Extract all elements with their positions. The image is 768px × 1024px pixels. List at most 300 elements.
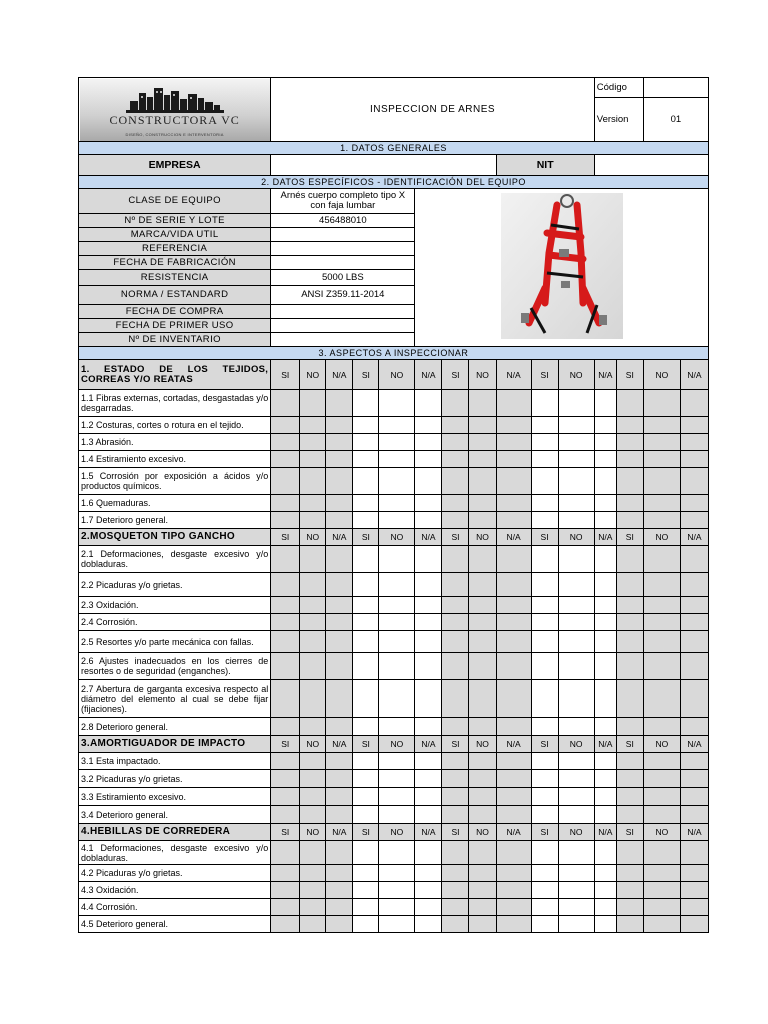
answer-cell[interactable] xyxy=(271,614,300,631)
answer-cell[interactable] xyxy=(616,468,643,495)
answer-cell[interactable] xyxy=(616,718,643,736)
answer-cell[interactable] xyxy=(469,597,496,614)
answer-cell[interactable] xyxy=(616,512,643,529)
answer-cell[interactable] xyxy=(594,916,616,933)
answer-cell[interactable] xyxy=(442,451,469,468)
answer-cell[interactable] xyxy=(643,417,680,434)
answer-cell[interactable] xyxy=(558,573,594,597)
answer-cell[interactable] xyxy=(558,680,594,718)
answer-cell[interactable] xyxy=(326,770,353,788)
answer-cell[interactable] xyxy=(616,631,643,653)
answer-cell[interactable] xyxy=(531,680,558,718)
answer-cell[interactable] xyxy=(496,718,531,736)
answer-cell[interactable] xyxy=(300,882,326,899)
answer-cell[interactable] xyxy=(271,865,300,882)
answer-cell[interactable] xyxy=(379,865,415,882)
answer-cell[interactable] xyxy=(594,417,616,434)
answer-cell[interactable] xyxy=(531,916,558,933)
answer-cell[interactable] xyxy=(442,753,469,770)
answer-cell[interactable] xyxy=(643,653,680,680)
answer-cell[interactable] xyxy=(531,899,558,916)
answer-cell[interactable] xyxy=(442,916,469,933)
answer-cell[interactable] xyxy=(469,841,496,865)
answer-cell[interactable] xyxy=(558,841,594,865)
answer-cell[interactable] xyxy=(415,806,442,824)
answer-cell[interactable] xyxy=(680,899,708,916)
answer-cell[interactable] xyxy=(496,546,531,573)
answer-cell[interactable] xyxy=(326,753,353,770)
answer-cell[interactable] xyxy=(379,916,415,933)
answer-cell[interactable] xyxy=(558,916,594,933)
answer-cell[interactable] xyxy=(442,573,469,597)
answer-cell[interactable] xyxy=(558,546,594,573)
answer-cell[interactable] xyxy=(379,841,415,865)
answer-cell[interactable] xyxy=(353,573,379,597)
answer-cell[interactable] xyxy=(300,753,326,770)
answer-cell[interactable] xyxy=(326,451,353,468)
answer-cell[interactable] xyxy=(415,390,442,417)
answer-cell[interactable] xyxy=(616,806,643,824)
answer-cell[interactable] xyxy=(326,468,353,495)
answer-cell[interactable] xyxy=(271,451,300,468)
answer-cell[interactable] xyxy=(558,512,594,529)
answer-cell[interactable] xyxy=(594,882,616,899)
answer-cell[interactable] xyxy=(353,417,379,434)
answer-cell[interactable] xyxy=(496,899,531,916)
answer-cell[interactable] xyxy=(379,512,415,529)
answer-cell[interactable] xyxy=(594,597,616,614)
answer-cell[interactable] xyxy=(442,788,469,806)
answer-cell[interactable] xyxy=(300,390,326,417)
answer-cell[interactable] xyxy=(326,417,353,434)
answer-cell[interactable] xyxy=(643,390,680,417)
answer-cell[interactable] xyxy=(300,788,326,806)
answer-cell[interactable] xyxy=(469,653,496,680)
answer-cell[interactable] xyxy=(415,753,442,770)
answer-cell[interactable] xyxy=(300,680,326,718)
answer-cell[interactable] xyxy=(415,718,442,736)
answer-cell[interactable] xyxy=(496,753,531,770)
answer-cell[interactable] xyxy=(531,865,558,882)
code-value[interactable] xyxy=(643,78,708,98)
answer-cell[interactable] xyxy=(353,631,379,653)
answer-cell[interactable] xyxy=(469,865,496,882)
answer-cell[interactable] xyxy=(442,434,469,451)
answer-cell[interactable] xyxy=(300,841,326,865)
answer-cell[interactable] xyxy=(300,597,326,614)
answer-cell[interactable] xyxy=(271,390,300,417)
answer-cell[interactable] xyxy=(558,390,594,417)
answer-cell[interactable] xyxy=(616,841,643,865)
answer-cell[interactable] xyxy=(415,512,442,529)
answer-cell[interactable] xyxy=(594,718,616,736)
answer-cell[interactable] xyxy=(531,495,558,512)
answer-cell[interactable] xyxy=(415,573,442,597)
answer-cell[interactable] xyxy=(594,899,616,916)
answer-cell[interactable] xyxy=(300,806,326,824)
answer-cell[interactable] xyxy=(643,573,680,597)
answer-cell[interactable] xyxy=(680,546,708,573)
answer-cell[interactable] xyxy=(379,631,415,653)
answer-cell[interactable] xyxy=(496,417,531,434)
answer-cell[interactable] xyxy=(326,434,353,451)
answer-cell[interactable] xyxy=(531,546,558,573)
answer-cell[interactable] xyxy=(442,865,469,882)
answer-cell[interactable] xyxy=(594,865,616,882)
answer-cell[interactable] xyxy=(271,468,300,495)
answer-cell[interactable] xyxy=(469,434,496,451)
answer-cell[interactable] xyxy=(300,434,326,451)
answer-cell[interactable] xyxy=(558,597,594,614)
spec-value[interactable]: ANSI Z359.11-2014 xyxy=(271,286,415,305)
spec-value[interactable] xyxy=(271,319,415,333)
answer-cell[interactable] xyxy=(594,573,616,597)
answer-cell[interactable] xyxy=(496,512,531,529)
answer-cell[interactable] xyxy=(415,495,442,512)
answer-cell[interactable] xyxy=(326,495,353,512)
answer-cell[interactable] xyxy=(271,653,300,680)
answer-cell[interactable] xyxy=(680,631,708,653)
spec-value[interactable]: Arnés cuerpo completo tipo X con faja lumbar xyxy=(271,189,415,214)
answer-cell[interactable] xyxy=(300,899,326,916)
answer-cell[interactable] xyxy=(379,434,415,451)
answer-cell[interactable] xyxy=(558,451,594,468)
answer-cell[interactable] xyxy=(496,770,531,788)
answer-cell[interactable] xyxy=(558,718,594,736)
answer-cell[interactable] xyxy=(594,788,616,806)
answer-cell[interactable] xyxy=(469,882,496,899)
answer-cell[interactable] xyxy=(271,916,300,933)
answer-cell[interactable] xyxy=(379,546,415,573)
answer-cell[interactable] xyxy=(300,451,326,468)
answer-cell[interactable] xyxy=(353,899,379,916)
answer-cell[interactable] xyxy=(496,451,531,468)
answer-cell[interactable] xyxy=(531,770,558,788)
answer-cell[interactable] xyxy=(558,882,594,899)
answer-cell[interactable] xyxy=(643,718,680,736)
answer-cell[interactable] xyxy=(616,390,643,417)
answer-cell[interactable] xyxy=(415,451,442,468)
answer-cell[interactable] xyxy=(271,882,300,899)
answer-cell[interactable] xyxy=(271,788,300,806)
answer-cell[interactable] xyxy=(353,468,379,495)
answer-cell[interactable] xyxy=(558,806,594,824)
answer-cell[interactable] xyxy=(680,614,708,631)
answer-cell[interactable] xyxy=(680,417,708,434)
answer-cell[interactable] xyxy=(415,614,442,631)
answer-cell[interactable] xyxy=(271,718,300,736)
answer-cell[interactable] xyxy=(616,865,643,882)
spec-value[interactable]: 456488010 xyxy=(271,214,415,228)
answer-cell[interactable] xyxy=(496,390,531,417)
answer-cell[interactable] xyxy=(643,495,680,512)
answer-cell[interactable] xyxy=(353,865,379,882)
answer-cell[interactable] xyxy=(680,680,708,718)
answer-cell[interactable] xyxy=(496,495,531,512)
answer-cell[interactable] xyxy=(415,653,442,680)
answer-cell[interactable] xyxy=(271,770,300,788)
answer-cell[interactable] xyxy=(531,614,558,631)
answer-cell[interactable] xyxy=(415,434,442,451)
answer-cell[interactable] xyxy=(643,882,680,899)
answer-cell[interactable] xyxy=(442,390,469,417)
answer-cell[interactable] xyxy=(326,512,353,529)
answer-cell[interactable] xyxy=(558,770,594,788)
answer-cell[interactable] xyxy=(415,899,442,916)
answer-cell[interactable] xyxy=(496,434,531,451)
answer-cell[interactable] xyxy=(531,597,558,614)
answer-cell[interactable] xyxy=(594,753,616,770)
answer-cell[interactable] xyxy=(531,882,558,899)
answer-cell[interactable] xyxy=(469,718,496,736)
answer-cell[interactable] xyxy=(326,546,353,573)
answer-cell[interactable] xyxy=(558,614,594,631)
answer-cell[interactable] xyxy=(643,770,680,788)
answer-cell[interactable] xyxy=(271,434,300,451)
answer-cell[interactable] xyxy=(353,653,379,680)
answer-cell[interactable] xyxy=(469,390,496,417)
answer-cell[interactable] xyxy=(469,512,496,529)
answer-cell[interactable] xyxy=(469,573,496,597)
answer-cell[interactable] xyxy=(680,451,708,468)
answer-cell[interactable] xyxy=(379,573,415,597)
answer-cell[interactable] xyxy=(326,653,353,680)
answer-cell[interactable] xyxy=(558,753,594,770)
answer-cell[interactable] xyxy=(531,512,558,529)
answer-cell[interactable] xyxy=(558,865,594,882)
answer-cell[interactable] xyxy=(643,468,680,495)
answer-cell[interactable] xyxy=(379,614,415,631)
answer-cell[interactable] xyxy=(616,899,643,916)
answer-cell[interactable] xyxy=(616,546,643,573)
answer-cell[interactable] xyxy=(496,680,531,718)
answer-cell[interactable] xyxy=(326,916,353,933)
answer-cell[interactable] xyxy=(616,882,643,899)
answer-cell[interactable] xyxy=(594,631,616,653)
answer-cell[interactable] xyxy=(643,916,680,933)
answer-cell[interactable] xyxy=(271,680,300,718)
answer-cell[interactable] xyxy=(300,770,326,788)
answer-cell[interactable] xyxy=(680,390,708,417)
answer-cell[interactable] xyxy=(300,653,326,680)
answer-cell[interactable] xyxy=(496,573,531,597)
answer-cell[interactable] xyxy=(379,882,415,899)
answer-cell[interactable] xyxy=(531,451,558,468)
answer-cell[interactable] xyxy=(469,899,496,916)
answer-cell[interactable] xyxy=(680,573,708,597)
answer-cell[interactable] xyxy=(415,865,442,882)
answer-cell[interactable] xyxy=(379,680,415,718)
answer-cell[interactable] xyxy=(594,434,616,451)
answer-cell[interactable] xyxy=(379,753,415,770)
answer-cell[interactable] xyxy=(326,390,353,417)
answer-cell[interactable] xyxy=(469,680,496,718)
answer-cell[interactable] xyxy=(594,680,616,718)
answer-cell[interactable] xyxy=(415,597,442,614)
answer-cell[interactable] xyxy=(558,417,594,434)
answer-cell[interactable] xyxy=(271,495,300,512)
answer-cell[interactable] xyxy=(594,841,616,865)
answer-cell[interactable] xyxy=(326,718,353,736)
answer-cell[interactable] xyxy=(442,718,469,736)
answer-cell[interactable] xyxy=(415,468,442,495)
answer-cell[interactable] xyxy=(531,718,558,736)
answer-cell[interactable] xyxy=(616,916,643,933)
answer-cell[interactable] xyxy=(469,631,496,653)
answer-cell[interactable] xyxy=(353,597,379,614)
answer-cell[interactable] xyxy=(415,770,442,788)
answer-cell[interactable] xyxy=(496,841,531,865)
answer-cell[interactable] xyxy=(643,434,680,451)
answer-cell[interactable] xyxy=(496,597,531,614)
answer-cell[interactable] xyxy=(531,806,558,824)
answer-cell[interactable] xyxy=(643,753,680,770)
answer-cell[interactable] xyxy=(271,841,300,865)
answer-cell[interactable] xyxy=(271,417,300,434)
answer-cell[interactable] xyxy=(300,468,326,495)
answer-cell[interactable] xyxy=(558,495,594,512)
answer-cell[interactable] xyxy=(643,788,680,806)
answer-cell[interactable] xyxy=(271,546,300,573)
answer-cell[interactable] xyxy=(496,614,531,631)
answer-cell[interactable] xyxy=(326,899,353,916)
answer-cell[interactable] xyxy=(353,788,379,806)
answer-cell[interactable] xyxy=(469,916,496,933)
answer-cell[interactable] xyxy=(680,865,708,882)
answer-cell[interactable] xyxy=(594,512,616,529)
answer-cell[interactable] xyxy=(469,417,496,434)
answer-cell[interactable] xyxy=(558,468,594,495)
answer-cell[interactable] xyxy=(353,390,379,417)
answer-cell[interactable] xyxy=(643,614,680,631)
nit-field[interactable] xyxy=(594,155,708,176)
answer-cell[interactable] xyxy=(442,614,469,631)
answer-cell[interactable] xyxy=(442,882,469,899)
answer-cell[interactable] xyxy=(300,417,326,434)
answer-cell[interactable] xyxy=(616,788,643,806)
answer-cell[interactable] xyxy=(643,546,680,573)
answer-cell[interactable] xyxy=(469,614,496,631)
answer-cell[interactable] xyxy=(594,390,616,417)
answer-cell[interactable] xyxy=(531,573,558,597)
answer-cell[interactable] xyxy=(271,899,300,916)
answer-cell[interactable] xyxy=(353,614,379,631)
answer-cell[interactable] xyxy=(379,468,415,495)
answer-cell[interactable] xyxy=(353,512,379,529)
answer-cell[interactable] xyxy=(680,512,708,529)
answer-cell[interactable] xyxy=(643,597,680,614)
answer-cell[interactable] xyxy=(616,653,643,680)
answer-cell[interactable] xyxy=(643,512,680,529)
answer-cell[interactable] xyxy=(353,718,379,736)
answer-cell[interactable] xyxy=(415,631,442,653)
answer-cell[interactable] xyxy=(680,653,708,680)
answer-cell[interactable] xyxy=(415,680,442,718)
answer-cell[interactable] xyxy=(496,806,531,824)
answer-cell[interactable] xyxy=(353,770,379,788)
answer-cell[interactable] xyxy=(496,788,531,806)
answer-cell[interactable] xyxy=(300,546,326,573)
answer-cell[interactable] xyxy=(594,451,616,468)
answer-cell[interactable] xyxy=(415,788,442,806)
answer-cell[interactable] xyxy=(326,788,353,806)
answer-cell[interactable] xyxy=(353,546,379,573)
answer-cell[interactable] xyxy=(616,417,643,434)
answer-cell[interactable] xyxy=(616,451,643,468)
answer-cell[interactable] xyxy=(379,451,415,468)
answer-cell[interactable] xyxy=(326,614,353,631)
answer-cell[interactable] xyxy=(594,614,616,631)
answer-cell[interactable] xyxy=(643,451,680,468)
answer-cell[interactable] xyxy=(353,434,379,451)
answer-cell[interactable] xyxy=(558,899,594,916)
answer-cell[interactable] xyxy=(680,495,708,512)
answer-cell[interactable] xyxy=(353,451,379,468)
answer-cell[interactable] xyxy=(442,597,469,614)
answer-cell[interactable] xyxy=(326,865,353,882)
answer-cell[interactable] xyxy=(300,614,326,631)
answer-cell[interactable] xyxy=(326,841,353,865)
answer-cell[interactable] xyxy=(469,753,496,770)
answer-cell[interactable] xyxy=(353,753,379,770)
answer-cell[interactable] xyxy=(616,680,643,718)
answer-cell[interactable] xyxy=(271,512,300,529)
answer-cell[interactable] xyxy=(442,899,469,916)
answer-cell[interactable] xyxy=(469,546,496,573)
answer-cell[interactable] xyxy=(300,718,326,736)
answer-cell[interactable] xyxy=(496,631,531,653)
answer-cell[interactable] xyxy=(496,916,531,933)
spec-value[interactable] xyxy=(271,242,415,256)
answer-cell[interactable] xyxy=(531,841,558,865)
answer-cell[interactable] xyxy=(415,841,442,865)
answer-cell[interactable] xyxy=(680,841,708,865)
answer-cell[interactable] xyxy=(680,468,708,495)
answer-cell[interactable] xyxy=(379,597,415,614)
answer-cell[interactable] xyxy=(353,916,379,933)
answer-cell[interactable] xyxy=(442,468,469,495)
answer-cell[interactable] xyxy=(594,546,616,573)
answer-cell[interactable] xyxy=(680,882,708,899)
answer-cell[interactable] xyxy=(594,468,616,495)
answer-cell[interactable] xyxy=(531,417,558,434)
answer-cell[interactable] xyxy=(415,882,442,899)
answer-cell[interactable] xyxy=(496,865,531,882)
answer-cell[interactable] xyxy=(616,614,643,631)
answer-cell[interactable] xyxy=(415,417,442,434)
answer-cell[interactable] xyxy=(442,631,469,653)
version-value[interactable]: 01 xyxy=(643,98,708,142)
answer-cell[interactable] xyxy=(300,495,326,512)
answer-cell[interactable] xyxy=(469,495,496,512)
spec-value[interactable] xyxy=(271,256,415,270)
answer-cell[interactable] xyxy=(594,770,616,788)
answer-cell[interactable] xyxy=(594,653,616,680)
answer-cell[interactable] xyxy=(271,597,300,614)
answer-cell[interactable] xyxy=(379,806,415,824)
answer-cell[interactable] xyxy=(300,916,326,933)
answer-cell[interactable] xyxy=(531,788,558,806)
answer-cell[interactable] xyxy=(300,512,326,529)
answer-cell[interactable] xyxy=(643,806,680,824)
answer-cell[interactable] xyxy=(442,417,469,434)
answer-cell[interactable] xyxy=(271,573,300,597)
answer-cell[interactable] xyxy=(643,680,680,718)
answer-cell[interactable] xyxy=(616,770,643,788)
answer-cell[interactable] xyxy=(531,390,558,417)
answer-cell[interactable] xyxy=(469,788,496,806)
answer-cell[interactable] xyxy=(616,597,643,614)
